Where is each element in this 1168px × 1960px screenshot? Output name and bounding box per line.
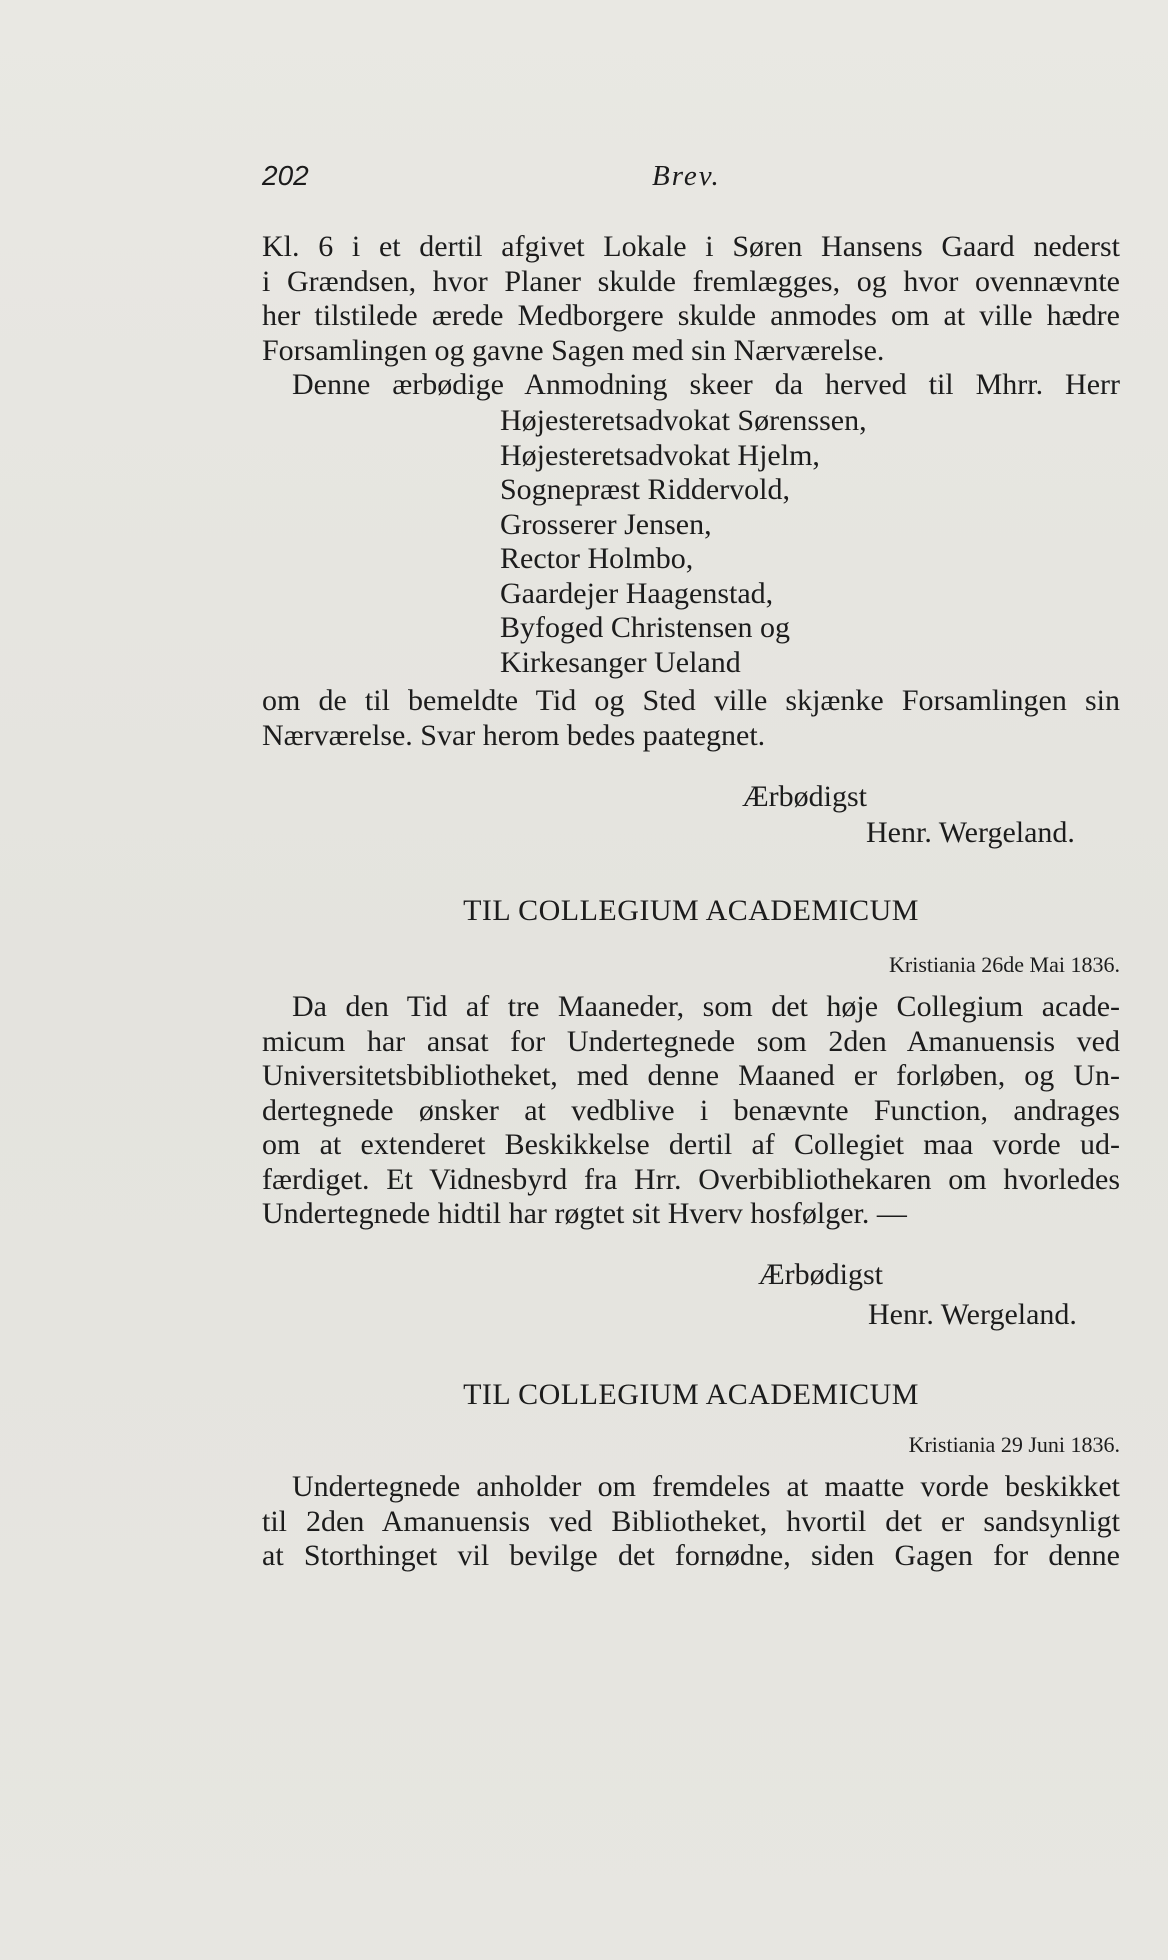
text-line: Denne ærbødige Anmodning skeer da herved til Mhrr. Herr	[292, 368, 1120, 401]
letter3-dateline: Kristiania 29 Juni 1836.	[908, 1432, 1120, 1457]
text-line: om at extenderet Beskikkelse dertil af Collegiet maa vorde ud-	[262, 1128, 1120, 1161]
text-line: Kl. 6 i et dertil afgivet Lokale i Søren Hansens Gaard nederst	[262, 230, 1120, 263]
letter2-closing: Ærbødigst	[758, 1258, 884, 1291]
text-line: i Grændsen, hvor Planer skulde fremlægges, og hvor ovennævnte	[262, 264, 1120, 298]
list-item: Rector Holmbo,	[500, 542, 694, 575]
letter1-closing: Ærbødigst	[742, 780, 868, 813]
letter1-body	[262, 230, 1120, 403]
letter1-signature: Henr. Wergeland.	[866, 816, 1075, 849]
list-item: Gaardejer Haagenstad,	[500, 576, 774, 610]
list-item: Grosserer Jensen,	[500, 507, 712, 541]
page-number: 202	[262, 160, 309, 191]
letter2-dateline: Kristiania 26de Mai 1836.	[889, 952, 1120, 977]
recipient-list	[500, 404, 1100, 680]
letter2-signature: Henr. Wergeland.	[868, 1298, 1077, 1331]
letter2-heading: TIL COLLEGIUM ACADEMICUM	[463, 894, 919, 927]
text-line: Undertegnede hidtil har røgtet sit Hverv hosfølger. —	[262, 1197, 907, 1230]
text-line: til 2den Amanuensis ved Bibliotheket, hvortil det er sandsynligt	[262, 1504, 1120, 1538]
text-line: om de til bemeldte Tid og Sted ville skjænke Forsamlingen sin	[262, 684, 1120, 717]
letter1-after	[262, 684, 1120, 753]
text-line: micum har ansat for Undertegnede som 2den Amanuensis ved	[262, 1024, 1120, 1058]
running-title: Brev.	[652, 160, 721, 192]
list-item: Byfoged Christensen og	[500, 611, 790, 644]
list-item: Kirkesanger Ueland	[500, 645, 741, 679]
letter3-body	[262, 1470, 1120, 1574]
text-line: Universitetsbibliotheket, med denne Maaned er forløben, og Un-	[262, 1059, 1120, 1092]
text-line: her tilstilede ærede Medborgere skulde anmodes om at ville hædre	[262, 299, 1120, 332]
letter3-heading: TIL COLLEGIUM ACADEMICUM	[463, 1378, 919, 1411]
text-line: dertegnede ønsker at vedblive i benævnte Function, andrages	[262, 1093, 1120, 1127]
page-header	[262, 160, 1122, 200]
text-line: Nærværelse. Svar herom bedes paategnet.	[262, 718, 766, 752]
list-item: Højesteretsadvokat Sørenssen,	[500, 404, 867, 437]
text-line: at Storthinget vil bevilge det fornødne, siden Gagen for denne	[262, 1539, 1120, 1572]
letter2-body	[262, 990, 1120, 1232]
text-line: Undertegnede anholder om fremdeles at maatte vorde beskikket	[292, 1470, 1120, 1503]
list-item: Sognepræst Riddervold,	[500, 473, 790, 506]
text-line: Da den Tid af tre Maaneder, som det høje Collegium acade-	[292, 990, 1120, 1023]
text-line: Forsamlingen og gavne Sagen med sin Nærværelse.	[262, 333, 885, 367]
list-item: Højesteretsadvokat Hjelm,	[500, 438, 820, 472]
text-line: færdiget. Et Vidnesbyrd fra Hrr. Overbibliothekaren om hvorledes	[262, 1162, 1120, 1196]
